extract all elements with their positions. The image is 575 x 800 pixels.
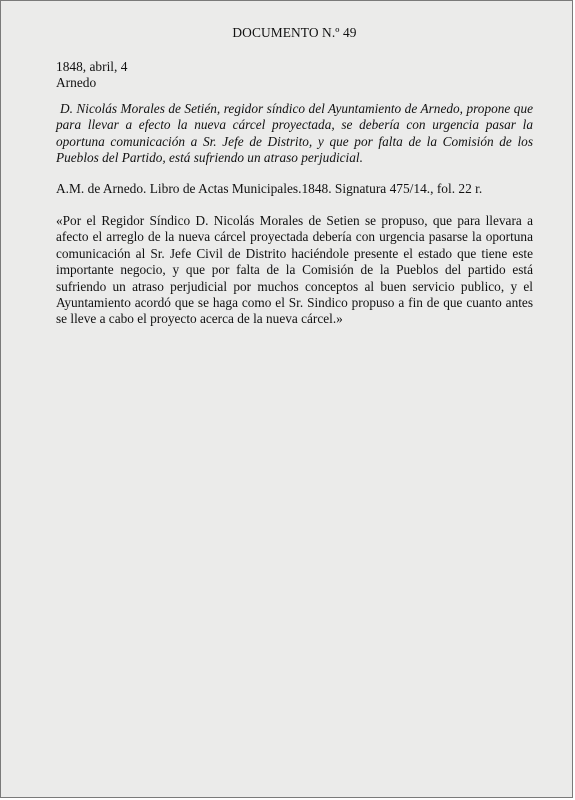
document-source: A.M. de Arnedo. Libro de Actas Municipales.1848. Signatura 475/14., fol. 22 r. <box>56 181 483 196</box>
document-transcription: «Por el Regidor Síndico D. Nicolás Morales de Setien se propuso, que para llevara a afecto el arreglo de la nueva cárcel proyectada debería con urgencia pasarse la oportuna comunicación al Sr. Jefe Civil de Distrito haciéndole presente el estado que tiene este importante negocio, y que por falta de la Comisión de la Pueblos del partido está sufriendo un atraso perjudicial por muchos conceptos al buen servicio publico, y el Ayuntamiento acordó que se haga como el Sr. Sindico propuso a fin de que cuanto antes se lleve a cabo el proyecto acerca de la nueva cárcel.» <box>56 213 533 327</box>
document-date: 1848, abril, 4 <box>56 59 128 74</box>
document-summary: D. Nicolás Morales de Setién, regidor síndico del Ayuntamiento de Arnedo, propone que para llevar a efecto la nueva cárcel proyectada, se debería con urgencia pasar la oportuna comunicación a Sr. Jefe de Distrito, y que por falta de la Comisión de los Pueblos del Partido, está sufriendo un atraso perjudicial. <box>56 101 533 166</box>
document-title: DOCUMENTO N.º 49 <box>232 25 357 40</box>
document-place: Arnedo <box>56 75 97 90</box>
